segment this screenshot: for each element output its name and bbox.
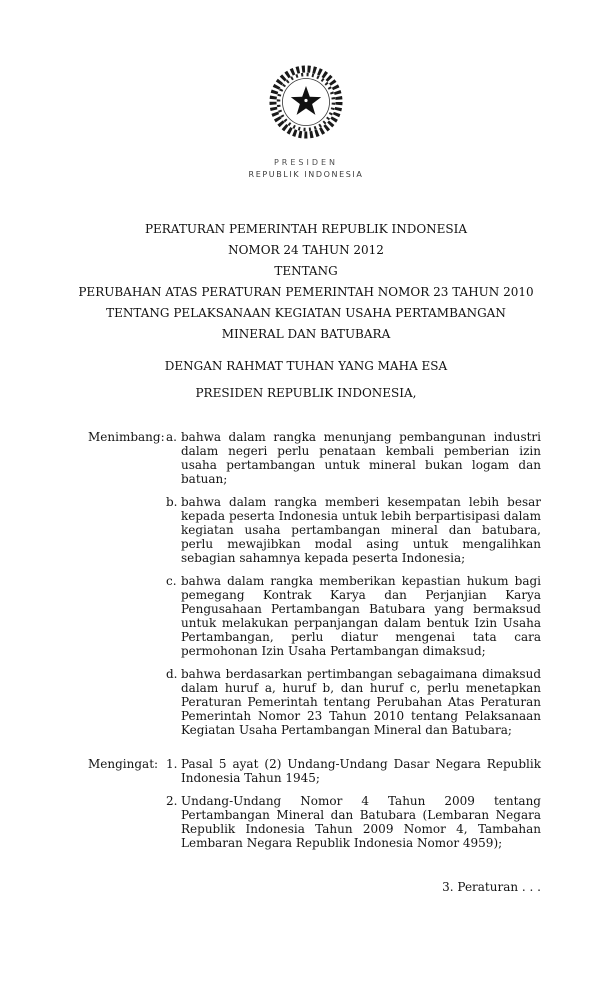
- considering-colon: :: [160, 430, 165, 444]
- recalling-colon: :: [154, 757, 159, 771]
- title-line-subject-2: TENTANG PELAKSANAAN KEGIATAN USAHA PERTAMBANGAN: [106, 306, 506, 320]
- considering-items: [166, 430, 541, 737]
- item-text: bahwa dalam rangka menunjang pembangunan industri dalam negeri perlu penataan kembali pemberian izin usaha pertambangan untuk mineral bukan logam dan batuan;: [181, 430, 541, 486]
- emblem-caption: [0, 158, 612, 179]
- item-marker: b.: [166, 495, 178, 509]
- recalling-label: Mengingat: [88, 757, 155, 771]
- considering-label: Menimbang: [88, 430, 161, 444]
- considering-label-column: [88, 430, 165, 737]
- considering-item-d: [166, 667, 541, 737]
- item-marker: c.: [166, 574, 177, 588]
- issuer-line: PRESIDEN REPUBLIK INDONESIA,: [195, 386, 417, 400]
- item-text: bahwa berdasarkan pertimbangan sebagaimana dimaksud dalam huruf a, huruf b, dan huruf c, perlu menetapkan Peraturan Pemerintah tentang Perubahan Atas Peraturan Pemerintah Nomor 23 Tahun 2010 tentang Pelaksanaan Kegiatan Usaha Pertambangan Mineral dan Batubara;: [181, 667, 541, 737]
- item-text: Pasal 5 ayat (2) Undang-Undang Dasar Negara Republik Indonesia Tahun 1945;: [181, 757, 541, 785]
- item-text: Undang-Undang Nomor 4 Tahun 2009 tentang Pertambangan Mineral dan Batubara (Lembaran Negara Republik Indonesia Tahun 2009 Nomor 4, Tambahan Lembaran Negara Republik Indonesia Nomor 4959);: [181, 794, 541, 850]
- emblem-caption-republik-indonesia: REPUBLIK INDONESIA: [248, 170, 364, 179]
- recalling-item-2: [166, 794, 541, 850]
- page-catchword: 3. Peraturan . . .: [442, 880, 541, 894]
- item-text: bahwa dalam rangka memberikan kepastian hukum bagi pemegang Kontrak Karya dan Perjanjian Karya Pengusahaan Pertambangan Batubara yang bermaksud untuk melakukan perpanjangan dalam bentuk Izin Usaha Pertambangan, perlu diatur mengenai tata cara permohonan Izin Usaha Pertambangan dimaksud;: [181, 574, 541, 658]
- title-line-number: NOMOR 24 TAHUN 2012: [228, 243, 384, 257]
- item-marker: a.: [166, 430, 177, 444]
- emblem-container: [0, 0, 612, 148]
- recalling-label-column: [88, 757, 159, 850]
- considering-item-c: [166, 574, 541, 658]
- item-marker: d.: [166, 667, 178, 681]
- presidential-seal-icon: [264, 60, 348, 148]
- item-text: bahwa dalam rangka memberi kesempatan lebih besar kepada peserta Indonesia untuk lebih berpartisipasi dalam kegiatan usaha pertambangan mineral dan batubara, perlu mewajibkan modal asing untuk mengalihkan sebagian sahamnya kepada peserta Indonesia;: [181, 495, 541, 565]
- invocation-line: DENGAN RAHMAT TUHAN YANG MAHA ESA: [164, 359, 448, 373]
- recalling-items: [166, 757, 541, 850]
- title-line-tentang: TENTANG: [274, 264, 338, 278]
- preamble-sections: [0, 430, 612, 850]
- recalling-section: [88, 757, 541, 850]
- considering-section: [88, 430, 541, 737]
- emblem-caption-presiden: PRESIDEN: [273, 158, 339, 167]
- considering-item-b: [166, 495, 541, 565]
- title-line-regulation: PERATURAN PEMERINTAH REPUBLIK INDONESIA: [144, 222, 468, 236]
- label-gap: [152, 757, 166, 850]
- considering-item-a: [166, 430, 541, 486]
- label-gap: [152, 430, 166, 737]
- title-line-subject-1: PERUBAHAN ATAS PERATURAN PEMERINTAH NOMOR 23 TAHUN 2010: [78, 285, 534, 299]
- title-line-subject-3: MINERAL DAN BATUBARA: [221, 327, 391, 341]
- document-title-block: [0, 219, 612, 345]
- recalling-item-1: [166, 757, 541, 785]
- item-marker: 2.: [166, 794, 178, 808]
- item-marker: 1.: [166, 757, 178, 771]
